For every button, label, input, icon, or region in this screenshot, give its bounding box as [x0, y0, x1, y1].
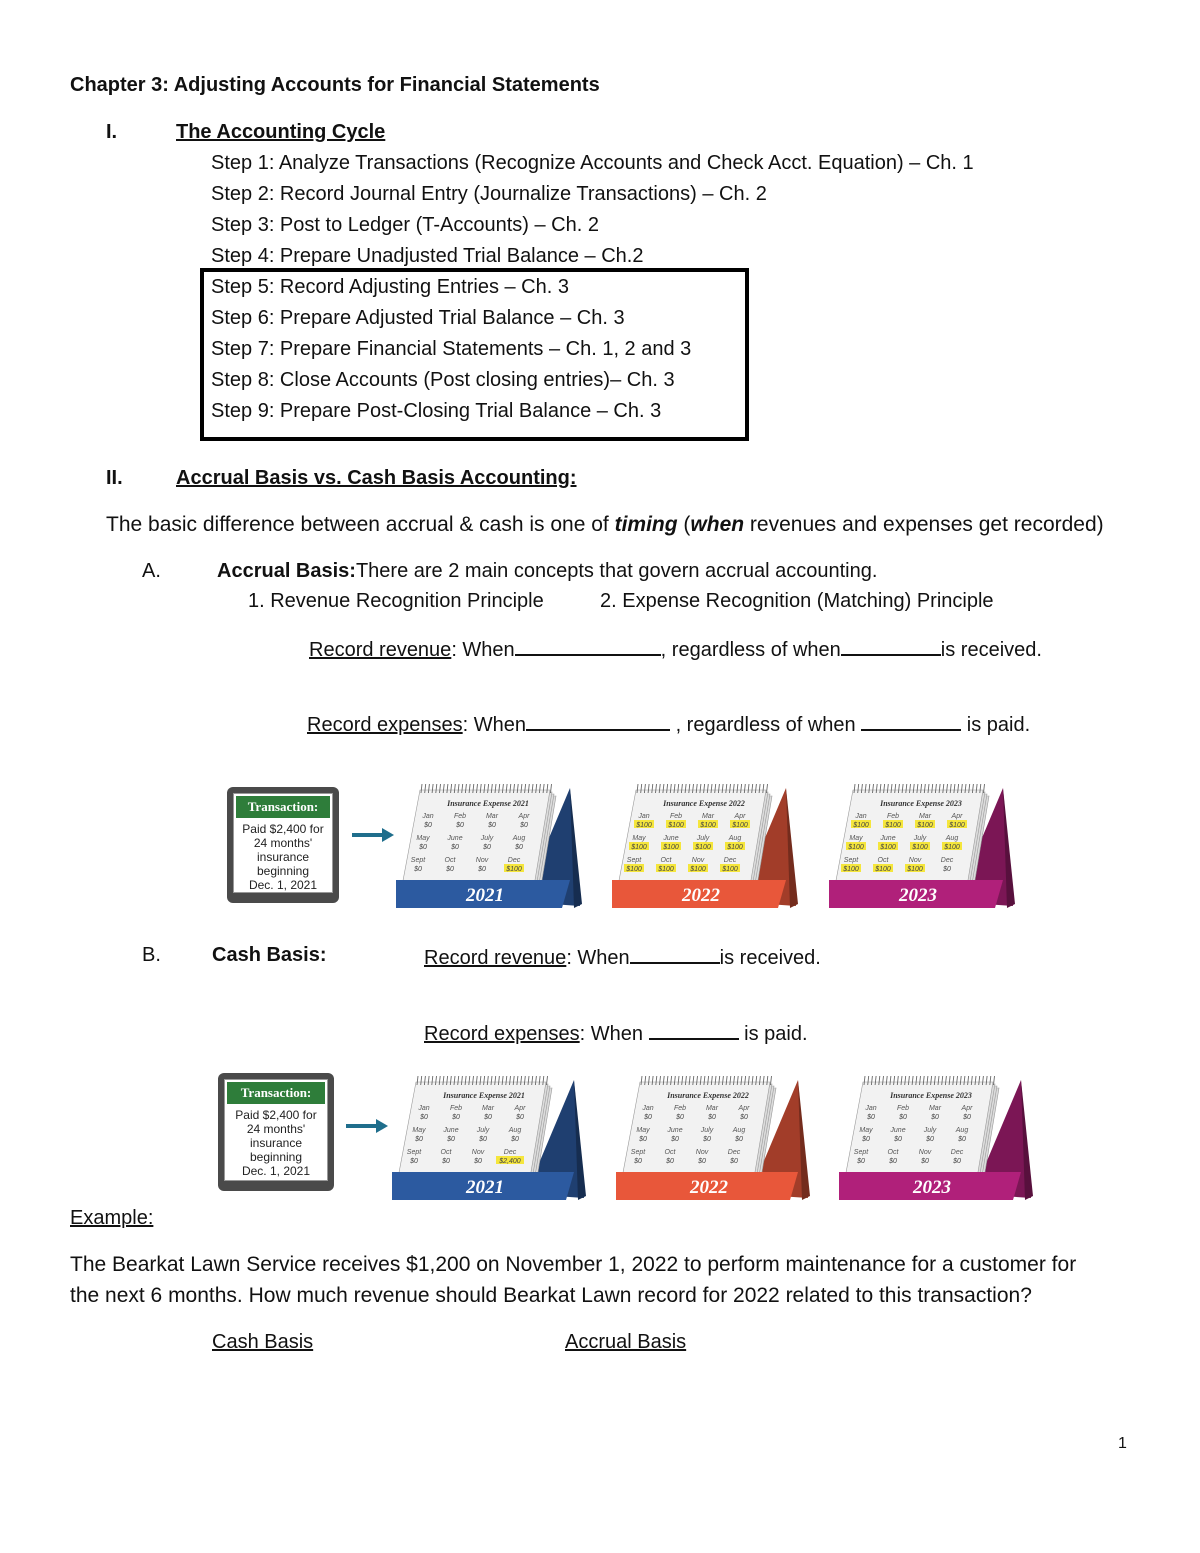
calendar-value: $0	[516, 1114, 524, 1121]
calendar-cash-2023	[835, 1072, 1035, 1202]
calendar-value: $0	[740, 1114, 748, 1121]
calendar-month: Oct	[877, 857, 889, 864]
calendar-value: $100	[732, 822, 748, 829]
calendar-value: $0	[889, 1158, 897, 1165]
exp-text: : When	[579, 1023, 649, 1045]
step-6: Step 6: Prepare Adjusted Trial Balance – Ch. 3	[211, 307, 625, 329]
calendar-value: $0	[708, 1114, 716, 1121]
calendar-month: June	[880, 835, 896, 842]
calendar-value: $0	[420, 1114, 428, 1121]
calendar-month: Jan	[638, 813, 650, 820]
calendar-value: $0	[703, 1136, 711, 1143]
calendar-month: May	[412, 1127, 426, 1134]
calendar-value: $100	[668, 822, 684, 829]
transaction-line: beginning	[256, 864, 310, 878]
calendar-value: $0	[484, 1114, 492, 1121]
transaction-line: Dec. 1, 2021	[241, 1164, 311, 1178]
transaction-line: insurance	[249, 1136, 303, 1150]
timing-emphasis: timing	[614, 513, 678, 536]
calendar-value: $100	[912, 844, 928, 851]
calendar-value: $100	[843, 866, 859, 873]
calendar-cash-2022	[612, 1072, 812, 1202]
calendar-title: Insurance Expense 2023	[880, 799, 962, 808]
accrual-label: Accrual Basis:	[217, 560, 356, 582]
calendar-month: Aug	[732, 1127, 746, 1134]
calendar-value: $100	[907, 866, 923, 873]
calendar-month: Feb	[453, 813, 467, 820]
principle-1: 1. Revenue Recognition Principle	[248, 590, 544, 612]
calendar-accrual-2022	[608, 780, 800, 910]
calendar-month: Oct	[664, 1149, 676, 1156]
calendar-month: Jan	[865, 1105, 877, 1112]
calendar-value: $0	[415, 1136, 423, 1143]
calendar-value: $0	[698, 1158, 706, 1165]
calendar-value: $0	[943, 866, 951, 873]
when-emphasis: when	[690, 513, 745, 536]
calendar-value: $0	[483, 844, 491, 851]
calendar-month: Sept	[406, 1149, 422, 1156]
calendar-value: $100	[658, 866, 674, 873]
calendar-value: $100	[853, 822, 869, 829]
calendar-month: Oct	[440, 1149, 452, 1156]
calendar-month: June	[890, 1127, 906, 1134]
calendar-title: Insurance Expense 2022	[667, 1091, 749, 1100]
step-4: Step 4: Prepare Unadjusted Trial Balance – Ch.2	[211, 245, 644, 267]
calendar-month: Mar	[705, 1105, 719, 1112]
transaction-line: insurance	[256, 850, 310, 864]
calendar-title: Insurance Expense 2023	[890, 1091, 972, 1100]
calendar-month: Mar	[481, 1105, 495, 1112]
rev-text: : When	[566, 947, 630, 969]
transaction-line: beginning	[249, 1150, 303, 1164]
calendar-value: $100	[506, 866, 522, 873]
calendar-title: Insurance Expense 2022	[663, 799, 745, 808]
calendar-month: July	[696, 835, 710, 842]
exp-text: is paid.	[738, 1023, 808, 1045]
calendar-month: July	[923, 1127, 937, 1134]
calendar-month: Aug	[955, 1127, 969, 1134]
blank-line	[861, 711, 961, 731]
calendar-value: $0	[867, 1114, 875, 1121]
calendar-month: May	[636, 1127, 650, 1134]
calendar-month: Oct	[660, 857, 672, 864]
calendar-year: 2021	[466, 885, 504, 906]
calendar-month: Mar	[918, 813, 932, 820]
calendar-value: $0	[671, 1136, 679, 1143]
timing-sentence-part: revenues and expenses get recorded)	[744, 513, 1104, 536]
calendar-value: $0	[634, 1158, 642, 1165]
calendar-month: Feb	[896, 1105, 910, 1112]
calendar-year: 2022	[690, 1177, 728, 1198]
calendar-month: Jan	[855, 813, 867, 820]
record-revenue-label: Record revenue	[424, 947, 567, 969]
rev-text: : When	[451, 639, 515, 661]
calendar-value: $100	[631, 844, 647, 851]
calendar-value: $0	[921, 1158, 929, 1165]
calendar-value: $0	[676, 1114, 684, 1121]
record-expenses-label: Record expenses	[424, 1023, 580, 1045]
cash-label: Cash Basis:	[212, 944, 327, 966]
calendar-value: $0	[735, 1136, 743, 1143]
step-1: Step 1: Analyze Transactions (Recognize Accounts and Check Acct. Equation) – Ch. 1	[211, 152, 974, 174]
timing-sentence	[106, 513, 1104, 537]
calendar-month: Dec	[503, 1149, 517, 1156]
calendar-month: Apr	[734, 813, 746, 820]
principle-2: 2. Expense Recognition (Matching) Principle	[600, 590, 994, 612]
blank-line	[515, 636, 661, 656]
calendar-month: Jan	[418, 1105, 430, 1112]
calendar-month: Nov	[471, 1149, 485, 1156]
calendar-month: Aug	[512, 835, 526, 842]
calendar-value: $0	[478, 866, 486, 873]
calendar-title: Insurance Expense 2021	[443, 1091, 525, 1100]
step-9: Step 9: Prepare Post-Closing Trial Balance – Ch. 3	[211, 400, 662, 422]
calendar-value: $0	[442, 1158, 450, 1165]
calendar-value: $100	[917, 822, 933, 829]
calendar-month: Sept	[626, 857, 642, 864]
calendar-month: Feb	[669, 813, 683, 820]
calendar-month: July	[913, 835, 927, 842]
exp-text: is paid.	[961, 714, 1031, 736]
calendar-value: $100	[695, 844, 711, 851]
transaction-line: Dec. 1, 2021	[248, 878, 318, 892]
calendar-month: Nov	[908, 857, 922, 864]
calendar-month: May	[416, 835, 430, 842]
calendar-month: Dec	[507, 857, 521, 864]
calendar-value: $0	[419, 844, 427, 851]
calendar-value: $0	[862, 1136, 870, 1143]
section-2-heading: Accrual Basis vs. Cash Basis Accounting:	[176, 467, 577, 489]
calendar-month: May	[849, 835, 863, 842]
calendar-month: Dec	[940, 857, 954, 864]
transaction-line: Paid $2,400 for	[235, 1108, 317, 1122]
calendar-month: Sept	[843, 857, 859, 864]
calendar-value: $100	[700, 822, 716, 829]
calendar-value: $0	[410, 1158, 418, 1165]
calendar-value: $0	[857, 1158, 865, 1165]
calendar-month: Nov	[691, 857, 705, 864]
calendar-month: July	[476, 1127, 490, 1134]
calendar-year: 2022	[682, 885, 720, 906]
calendar-value: $0	[899, 1114, 907, 1121]
calendar-value: $0	[639, 1136, 647, 1143]
calendar-value: $0	[511, 1136, 519, 1143]
calendar-value: $0	[446, 866, 454, 873]
calendar-month: May	[632, 835, 646, 842]
step-2: Step 2: Record Journal Entry (Journalize Transactions) – Ch. 2	[211, 183, 767, 205]
calendar-month: Apr	[518, 813, 530, 820]
step-3: Step 3: Post to Ledger (T-Accounts) – Ch. 2	[211, 214, 599, 236]
calendar-value: $100	[880, 844, 896, 851]
calendar-value: $0	[730, 1158, 738, 1165]
section-1-numeral: I.	[106, 121, 118, 143]
page-title: Chapter 3: Adjusting Accounts for Financial Statements	[70, 74, 600, 96]
calendar-month: Mar	[485, 813, 499, 820]
calendar-value: $0	[451, 844, 459, 851]
calendar-value: $100	[875, 866, 891, 873]
example-line-2: the next 6 months. How much revenue should Bearkat Lawn record for 2022 related to this transaction?	[70, 1284, 1032, 1307]
calendar-value: $0	[953, 1158, 961, 1165]
accrual-record-revenue	[309, 636, 1042, 662]
calendar-value: $0	[479, 1136, 487, 1143]
calendar-value: $0	[515, 844, 523, 851]
calendar-year: 2023	[913, 1177, 951, 1198]
accrual-line	[217, 560, 877, 583]
section-1-heading: The Accounting Cycle	[176, 121, 386, 143]
calendar-month: Mar	[701, 813, 715, 820]
calendar-month: Sept	[630, 1149, 646, 1156]
calendar-value: $100	[949, 822, 965, 829]
calendar-month: Nov	[475, 857, 489, 864]
transaction-heading: Transaction:	[227, 1082, 325, 1104]
calendar-month: Apr	[961, 1105, 973, 1112]
calendar-value: $2,400	[499, 1158, 521, 1165]
calendar-month: Apr	[514, 1105, 526, 1112]
calendar-month: June	[447, 835, 463, 842]
blank-line	[526, 711, 670, 731]
cash-record-revenue	[424, 944, 821, 970]
calendar-value: $100	[690, 866, 706, 873]
exp-text: , regardless of when	[670, 714, 862, 736]
calendar-value: $100	[848, 844, 864, 851]
page-number: 1	[1118, 1435, 1127, 1452]
calendar-value: $0	[474, 1158, 482, 1165]
example-heading: Example:	[70, 1207, 154, 1229]
calendar-value: $0	[958, 1136, 966, 1143]
calendar-value: $100	[944, 844, 960, 851]
calendar-title: Insurance Expense 2021	[447, 799, 529, 808]
calendar-value: $100	[636, 822, 652, 829]
calendar-cash-2021	[388, 1072, 588, 1202]
calendar-month: Mar	[928, 1105, 942, 1112]
blank-line	[649, 1020, 739, 1040]
calendar-month: Feb	[886, 813, 900, 820]
rev-text: is received.	[940, 639, 1042, 661]
calendar-month: Dec	[950, 1149, 964, 1156]
calendar-value: $0	[644, 1114, 652, 1121]
calendar-value: $0	[452, 1114, 460, 1121]
blank-line	[841, 636, 941, 656]
section-2-numeral: II.	[106, 467, 123, 489]
calendar-month: Nov	[918, 1149, 932, 1156]
calendar-month: Nov	[695, 1149, 709, 1156]
calendar-year: 2023	[899, 885, 937, 906]
calendar-year: 2021	[466, 1177, 504, 1198]
calendar-month: Dec	[727, 1149, 741, 1156]
calendar-month: July	[700, 1127, 714, 1134]
calendar-accrual-2023	[825, 780, 1017, 910]
blank-line	[630, 944, 720, 964]
calendar-month: Apr	[951, 813, 963, 820]
calendar-month: Apr	[738, 1105, 750, 1112]
transaction-line: Paid $2,400 for	[242, 822, 324, 836]
transaction-card-accrual	[227, 787, 339, 903]
calendar-value: $100	[727, 844, 743, 851]
calendar-value: $100	[626, 866, 642, 873]
cash-record-expenses	[424, 1020, 808, 1046]
calendar-value: $100	[663, 844, 679, 851]
calendar-month: Sept	[853, 1149, 869, 1156]
step-5: Step 5: Record Adjusting Entries – Ch. 3	[211, 276, 569, 298]
step-8: Step 8: Close Accounts (Post closing entries)– Ch. 3	[211, 369, 675, 391]
calendar-month: Sept	[410, 857, 426, 864]
transaction-heading: Transaction:	[236, 796, 330, 818]
calendar-value: $0	[894, 1136, 902, 1143]
example-line-1: The Bearkat Lawn Service receives $1,200 on November 1, 2022 to perform maintenance for a customer for	[70, 1253, 1077, 1276]
rev-text: is received.	[719, 947, 821, 969]
calendar-month: May	[859, 1127, 873, 1134]
calendar-month: Jan	[422, 813, 434, 820]
calendar-value: $0	[447, 1136, 455, 1143]
timing-sentence-part: (	[677, 513, 691, 536]
calendar-month: Aug	[945, 835, 959, 842]
calendar-month: Dec	[723, 857, 737, 864]
arrow-right-icon	[350, 826, 396, 844]
calendar-month: Feb	[449, 1105, 463, 1112]
accrual-letter: A.	[142, 560, 161, 582]
calendar-month: June	[663, 835, 679, 842]
timing-sentence-part: The basic difference between accrual & cash is one of	[106, 513, 615, 536]
cash-letter: B.	[142, 944, 161, 966]
calendar-value: $0	[666, 1158, 674, 1165]
calendar-value: $0	[414, 866, 422, 873]
calendar-accrual-2021	[392, 780, 584, 910]
exp-text: : When	[462, 714, 527, 736]
calendar-value: $100	[885, 822, 901, 829]
calendar-month: Oct	[444, 857, 456, 864]
arrow-right-icon	[344, 1117, 390, 1135]
calendar-month: Aug	[508, 1127, 522, 1134]
calendar-value: $0	[520, 822, 528, 829]
calendar-value: $0	[931, 1114, 939, 1121]
accrual-record-expenses	[307, 711, 1030, 737]
calendar-month: June	[443, 1127, 459, 1134]
calendar-value: $0	[456, 822, 464, 829]
calendar-month: Feb	[673, 1105, 687, 1112]
accrual-description: There are 2 main concepts that govern accrual accounting.	[355, 560, 878, 582]
rev-text: , regardless of when	[660, 639, 841, 661]
cash-basis-label: Cash Basis	[212, 1331, 314, 1353]
calendar-value: $0	[926, 1136, 934, 1143]
transaction-line: 24 months'	[246, 1122, 306, 1136]
record-revenue-label: Record revenue	[309, 639, 452, 661]
calendar-month: Aug	[728, 835, 742, 842]
accrual-basis-label: Accrual Basis	[565, 1331, 687, 1353]
calendar-month: Oct	[887, 1149, 899, 1156]
calendar-value: $0	[424, 822, 432, 829]
transaction-line: 24 months'	[253, 836, 313, 850]
calendar-month: Jan	[642, 1105, 654, 1112]
step-7: Step 7: Prepare Financial Statements – Ch. 1, 2 and 3	[211, 338, 692, 360]
record-expenses-label: Record expenses	[307, 714, 463, 736]
calendar-month: July	[480, 835, 494, 842]
transaction-card-cash	[218, 1073, 334, 1191]
calendar-value: $0	[963, 1114, 971, 1121]
calendar-month: June	[667, 1127, 683, 1134]
calendar-value: $100	[722, 866, 738, 873]
calendar-value: $0	[488, 822, 496, 829]
